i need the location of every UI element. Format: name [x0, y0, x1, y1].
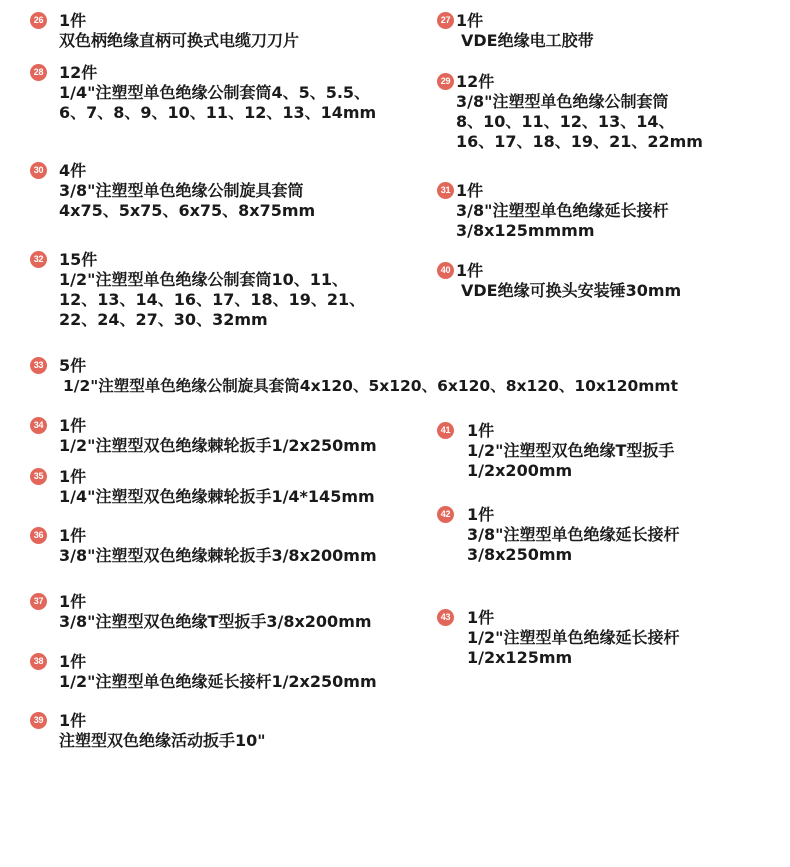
item-number-badge: 43	[437, 609, 454, 626]
item-number-badge: 36	[30, 527, 47, 544]
item-description: 22、24、27、30、32mm	[59, 310, 268, 329]
item-number-badge: 41	[437, 422, 454, 439]
item-number-badge: 38	[30, 653, 47, 670]
item-number-badge: 34	[30, 417, 47, 434]
item-description: 3/8x125mmmm	[456, 221, 595, 240]
item-description: VDE绝缘电工胶带	[461, 31, 594, 50]
item-39	[30, 711, 266, 751]
item-quantity: 1件	[59, 526, 87, 545]
item-number-badge: 27	[437, 12, 454, 29]
item-description: 1/2"注塑型双色绝缘棘轮扳手1/2x250mm	[59, 436, 377, 455]
item-description: 1/4"注塑型单色绝缘公制套筒4、5、5.5、	[59, 83, 371, 102]
item-quantity: 4件	[59, 161, 87, 180]
item-quantity: 1件	[456, 11, 484, 30]
item-quantity: 1件	[59, 652, 87, 671]
item-description: 6、7、8、9、10、11、12、13、14mm	[59, 103, 377, 122]
item-description: 注塑型双色绝缘活动扳手10"	[59, 731, 266, 750]
item-number-badge: 28	[30, 64, 47, 81]
item-quantity: 5件	[59, 356, 87, 375]
item-35	[30, 467, 375, 507]
item-38	[30, 652, 377, 692]
item-number-badge: 42	[437, 506, 454, 523]
item-description: 3/8"注塑型单色绝缘公制套筒	[456, 92, 669, 111]
item-number-badge: 37	[30, 593, 47, 610]
item-description: 1/2x200mm	[467, 461, 573, 480]
item-description: 3/8"注塑型单色绝缘延长接杆	[456, 201, 669, 220]
item-number-badge: 30	[30, 162, 47, 179]
item-description: 12、13、14、16、17、18、19、21、	[59, 290, 366, 309]
item-description: 3/8"注塑型双色绝缘棘轮扳手3/8x200mm	[59, 546, 377, 565]
item-34	[30, 416, 377, 456]
item-quantity: 12件	[456, 72, 495, 91]
item-33	[30, 356, 678, 396]
item-quantity: 1件	[59, 711, 87, 730]
item-description: 双色柄绝缘直柄可换式电缆刀刀片	[59, 31, 300, 50]
item-number-badge: 26	[30, 12, 47, 29]
item-description: 1/2x125mm	[467, 648, 573, 667]
item-description: 1/4"注塑型双色绝缘棘轮扳手1/4*145mm	[59, 487, 375, 506]
item-quantity: 1件	[467, 421, 495, 440]
item-42	[437, 505, 679, 565]
item-quantity: 1件	[467, 505, 495, 524]
item-37	[30, 592, 372, 632]
item-number-badge: 32	[30, 251, 47, 268]
item-description: 4x75、5x75、6x75、8x75mm	[59, 201, 316, 220]
item-description: 1/2"注塑型单色绝缘公制套筒10、11、	[59, 270, 348, 289]
item-number-badge: 40	[437, 262, 454, 279]
item-quantity: 1件	[456, 181, 484, 200]
item-41	[437, 421, 674, 481]
item-30	[30, 161, 315, 221]
item-description: 1/2"注塑型双色绝缘T型扳手	[467, 441, 675, 460]
item-number-badge: 35	[30, 468, 47, 485]
item-quantity: 1件	[59, 467, 87, 486]
item-number-badge: 39	[30, 712, 47, 729]
item-description: 3/8"注塑型双色绝缘T型扳手3/8x200mm	[59, 612, 372, 631]
item-26	[30, 11, 299, 51]
item-description: 3/8x250mm	[467, 545, 573, 564]
item-43	[437, 608, 679, 668]
item-description: VDE绝缘可换头安装锤30mm	[461, 281, 682, 300]
item-31	[437, 181, 668, 241]
item-32	[30, 250, 365, 330]
item-description: 8、10、11、12、13、14、	[456, 112, 675, 131]
item-quantity: 1件	[467, 608, 495, 627]
item-number-badge: 33	[30, 357, 47, 374]
item-40	[437, 261, 681, 301]
item-quantity: 1件	[59, 11, 87, 30]
item-number-badge: 29	[437, 73, 454, 90]
item-number-badge: 31	[437, 182, 454, 199]
item-description: 1/2"注塑型单色绝缘公制旋具套筒4x120、5x120、6x120、8x120、10x120mmt	[63, 377, 678, 395]
item-quantity: 15件	[59, 250, 98, 269]
item-28	[30, 63, 376, 123]
item-36	[30, 526, 377, 566]
item-29	[437, 72, 703, 152]
item-description: 3/8"注塑型单色绝缘公制旋具套筒	[59, 181, 304, 200]
item-description: 1/2"注塑型单色绝缘延长接杆1/2x250mm	[59, 672, 377, 691]
item-quantity: 12件	[59, 63, 98, 82]
item-description: 3/8"注塑型单色绝缘延长接杆	[467, 525, 680, 544]
item-description: 16、17、18、19、21、22mm	[456, 132, 703, 151]
item-description: 1/2"注塑型单色绝缘延长接杆	[467, 628, 680, 647]
item-quantity: 1件	[59, 416, 87, 435]
item-quantity: 1件	[456, 261, 484, 280]
item-27	[437, 11, 594, 51]
item-quantity: 1件	[59, 592, 87, 611]
